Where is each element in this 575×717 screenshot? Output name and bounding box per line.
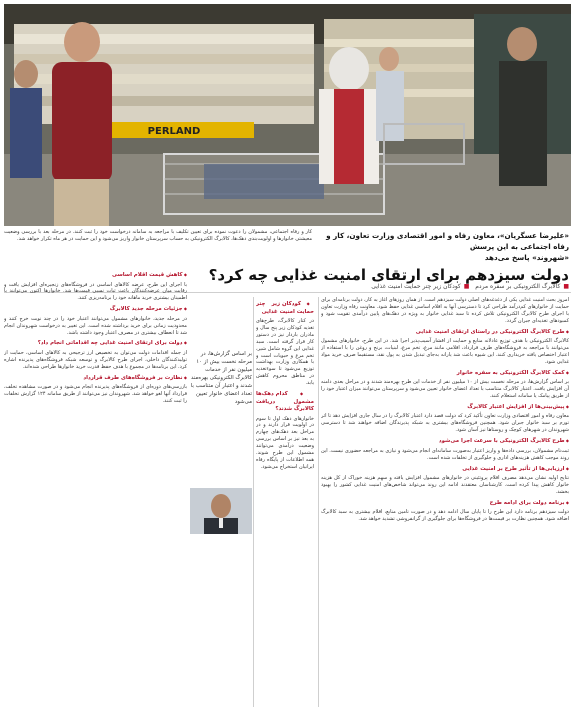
subheading: ◆ پیش‌بینی‌ها از افزایش اعتبار کالابرگ <box>321 403 569 412</box>
headline: دولت سیزدهم برای ارتقای امنیت غذایی چه کرد؟ <box>208 266 569 284</box>
article-lead <box>208 230 569 284</box>
paragraph: در مرحله جدید، خانوارهای مشمول می‌توانند اعتبار خود را در چند نوبت خرج کنند و محدودیت زمانی برای خرید برداشته شده است. این تغییر به درخواست شهروندان انجام شد تا انعطاف بیشتری در مصرف اعتبار وجود داشته باشد. <box>4 315 187 336</box>
paragraph: ثبت‌نام مشمولان، بررسی داده‌ها و واریز اعتبار به‌صورت سامانه‌ای انجام می‌شود و نیازی به مراجعه حضوری نیست. این روند موجب کاهش هزینه‌های اداری و جلوگیری از تخلفات شده است. <box>321 447 569 461</box>
paragraph: خانوارهای دهک اول تا سوم در اولویت قرار دارند و در مراحل بعد دهک‌های چهارم به بعد نیز بر اساس بررسی وضعیت درآمدی می‌توانند مشمول این طرح شوند. همه اطلاعات از پایگاه رفاه ایرانیان استخراج می‌شود. <box>256 415 314 470</box>
kicker-line-1: «علیرضا عسگریان»، معاون رفاه و امور اقتصادی وزارت تعاون، کار و رفاه اجتماعی به این پرسش <box>326 231 569 251</box>
paragraph: معاون رفاه و امور اقتصادی وزارت تعاون تأکید کرد که دولت قصد دارد اعتبار کالابرگ را در سال جاری افزایش دهد تا اثر تورم بر سبد خانوار جبران شود. همچنین فروشگاه‌های بیشتری به شبکه پذیرندگان اضافه خواهند شد تا دسترسی شهروندان در شهرهای کوچک و روستاها نیز آسان شود. <box>321 413 569 434</box>
column-left <box>4 268 187 708</box>
byline-text-2: کودکان زیر چتر حمایت امنیت غذایی <box>371 283 461 290</box>
subheading: ◆ جزئیات مرحله جدید کالابرگ <box>4 305 187 314</box>
kicker <box>319 230 569 263</box>
subheading: ◆ برنامه دولت برای ادامه طرح <box>321 499 569 508</box>
bullet-icon: ■ <box>463 283 470 290</box>
paragraph: از جمله اقدامات دولت می‌توان به تخصیص ارز ترجیحی به کالاهای اساسی، حمایت از تولیدکنندگان داخلی، اجرای طرح کالابرگ و توسعه شبکه فروشگاه‌های پذیرنده اشاره کرد. این برنامه‌ها در مجموع با هدف حفظ قدرت خرید خانوارها طراحی شده‌اند. <box>4 349 187 370</box>
intro-paragraph: امروز بحث امنیت غذایی یکی از دغدغه‌های اصلی دولت سیزدهم است. از همان روزهای آغاز به کار، دولت برنامه‌ای برای حمایت از خانوارهای کم‌درآمد طراحی کرد تا دسترسی آنها به اقلام اساسی غذایی حفظ شود. معاونت رفاه وزارت تعاون با اجرای طرح کالابرگ الکترونیکی تلاش کرده تا سبد غذایی خانوار به ویژه در دهک‌های پایین درآمدی تقویت شود و کمبودهای تغذیه‌ای جبران گردد. <box>321 297 569 324</box>
paragraph: دولت سیزدهم برنامه دارد این طرح را تا پایان سال ادامه دهد و در صورت تامین منابع، اقلام بیشتری به سبد کالابرگ اضافه شود. همچنین نظارت بر قیمت‌ها در فروشگاه‌ها برای جلوگیری از گرانفروشی تشدید خواهد شد. <box>321 509 569 523</box>
supermarket-photo <box>4 4 571 226</box>
column-middle <box>256 297 314 707</box>
subheading: ◆ کدام دهک‌ها مشمول دریافت کالابرگ شدند؟ <box>256 390 314 414</box>
subheading: ◆ کمک کالابرگ الکترونیکی به سفره خانوار <box>321 369 569 378</box>
kicker-line-2: «شهروند» پاسخ می‌دهد <box>484 253 569 262</box>
column-divider <box>253 297 254 707</box>
byline-text: کالابرگ الکترونیکی بر سفره مردم <box>475 283 561 290</box>
pull-quote: بر اساس گزارش‌ها، در مرحله نخست بیش از ۱۰ میلیون نفر از خدمات کالابرگ الکترونیکی بهره‌مند شدند و اعتبار آن متناسب با تعداد اعضای خانوار تعیین می‌شود <box>190 351 252 405</box>
top-strip-text: کار و رفاه اجتماعی، مشمولان را دعوت نموده برای تعیین تکلیف با مراجعه به سامانه درخواست خود را ثبت کنند. در مرحله بعد با بررسی وضعیت معیشتی خانوارها و اولویت‌بندی دهک‌ها، کالابرگ الکترونیکی به حساب سرپرستان خانوار واریز می‌شود و این حمایت در هر ماه تکرار خواهد شد. <box>4 229 312 242</box>
paragraph: بازرسی‌های دوره‌ای از فروشگاه‌های پذیرنده انجام می‌شود و در صورت مشاهده تخلف، قرارداد آنها لغو خواهد شد. شهروندان نیز می‌توانند از طریق سامانه ۱۲۴ گزارش تخلفات را ثبت کنند. <box>4 384 187 404</box>
subheading: ◆ کودکان زیر چتر حمایت امنیت غذایی <box>256 300 314 316</box>
article-photo <box>4 4 571 226</box>
portrait-image <box>190 488 252 534</box>
paragraph: در کنار کالابرگ، طرح‌های تغذیه کودکان زیر پنج سال و مادران باردار نیز در دستور کار قرار گرفته است. سبد غذایی این گروه شامل شیر، تخم مرغ و حبوبات است و با همکاری وزارت بهداشت توزیع می‌شود تا سوءتغذیه در مناطق محروم کاهش یابد. <box>256 318 314 387</box>
column-right <box>321 297 569 707</box>
subheading: ◆ کاهش قیمت اقلام اساسی <box>4 271 187 280</box>
bullet-icon: ■ <box>563 283 569 290</box>
subheading: ◆ ارزیابی‌ها از تأثیر طرح بر امنیت غذایی <box>321 465 569 474</box>
subheading: ◆ نظارت بر فروشگاه‌های طرف قرارداد <box>4 374 187 383</box>
store-sign-text: PERLAND <box>147 126 201 137</box>
subheading: ◆ طرح کالابرگ الکترونیکی با سرعت اجرا می‌شود <box>321 437 569 446</box>
column-divider <box>318 297 319 707</box>
subheading: ◆ طرح کالابرگ الکترونیکی در راستای ارتقای امنیت غذایی <box>321 328 569 337</box>
paragraph: بر اساس گزارش‌ها، در مرحله نخست بیش از ۱۰ میلیون نفر از خدمات این طرح بهره‌مند شدند و در مراحل بعدی دامنه آن افزایش یافت. اعتبار کالابرگ متناسب با تعداد اعضای خانوار تعیین می‌شود و سرپرستان می‌توانند میزان اعتبار خود را از طریق پیامک یا سامانه استعلام کنند. <box>321 379 569 400</box>
subheading: ◆ دولت برای ارتقای امنیت غذایی چه اقداماتی انجام داد؟ <box>4 339 187 348</box>
paragraph: کالابرگ الکترونیکی با هدف توزیع عادلانه منابع و حمایت از اقشار آسیب‌پذیر اجرا شد. در این طرح، خانوارهای مشمول می‌توانند با مراجعه به فروشگاه‌های طرف قرارداد، اقلامی مانند مرغ، تخم مرغ، لبنیات، برنج و روغن را با استفاده از اعتبار اختصاص یافته خریداری کنند. این شیوه باعث شد یارانه به‌جای تبدیل شدن به پول نقد، مستقیما صرف خرید مواد غذایی شود. <box>321 338 569 365</box>
paragraph: نتایج اولیه نشان می‌دهد مصرف اقلام پروتئینی در خانوارهای مشمول افزایش یافته و سهم هزینه خوراک از کل هزینه خانوار کاهش پیدا کرده است. کارشناسان معتقدند ادامه این روند می‌تواند شاخص‌های امنیت غذایی کشور را بهبود بخشد. <box>321 475 569 495</box>
author-portrait <box>190 488 252 534</box>
paragraph: با اجرای این طرح، عرضه کالاهای اساسی در فروشگاه‌های زنجیره‌ای افزایش یافت و رقابت میان عرضه‌کنندگان باعث ثبات نسبی قیمت‌ها شد. خانوارها اکنون می‌توانند با اطمینان بیشتری خرید ماهانه خود را برنامه‌ریزی کنند. <box>4 281 187 302</box>
byline <box>371 283 569 290</box>
